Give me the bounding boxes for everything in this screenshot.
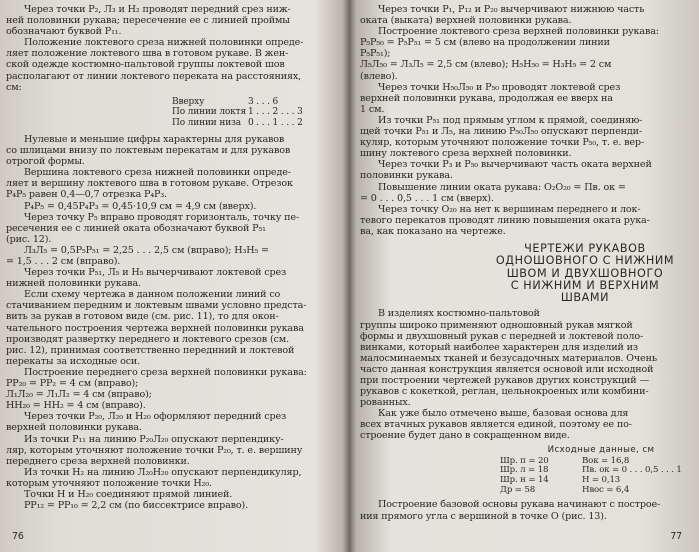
text-line: (рис. 12).: [6, 233, 52, 245]
text-line: ней половинки рукава; пересечение ее с линией проймы: [6, 15, 290, 27]
heading-line: С НИЖНИМ И ВЕРХНИМ: [510, 278, 660, 292]
data-item: H = 0,13: [582, 475, 621, 486]
text-line: оката (выката) верхней половинки рукава.: [360, 15, 572, 27]
data-item: Пв. ок = 0 . . . 0,5 . . . 1: [582, 465, 682, 476]
right-page: [360, 0, 692, 552]
text-line: Из точки P₁₁ на линию P₂₀Л₂₀ опускают перпендику-: [24, 433, 284, 445]
text-line: вить за рукав в готовом виде (см. рис. 11), то для окон-: [6, 311, 279, 323]
text-line: Л₅Л₅₀ = Л₃Л₅ = 2,5 см (влево); H₅H₅₀ = H₃H₅ = 2 см: [360, 59, 612, 71]
text-line: P₅P₅₁);: [360, 48, 391, 60]
text-line: рукавов с кокеткой, реглан, цельнокроеных или комбини-: [360, 386, 649, 398]
text-line: P₄P₅ = 0,45P₄P₃ = 0,45·10,9 см = 4,9 см (вверх).: [24, 200, 257, 212]
text-line: Через точки P₁, P₁₂ и P₂₀ вычерчивают нижнюю часть: [378, 4, 645, 15]
text-line: Через точки P₅₁, Л₅ и H₅ вычерчивают локтевой срез: [24, 267, 287, 279]
text-line: обозначают буквой P₁₁.: [6, 26, 122, 38]
text-line: ской одежде костюмно-пальтовой группы локтевой шов: [6, 59, 285, 71]
text-line: верхней половинки рукава, продолжая ее вверх на: [360, 92, 613, 104]
text-line: Положение локтевого среза нижней половинки опреде-: [24, 37, 304, 49]
text-line: отрогой формы.: [6, 156, 85, 168]
text-line: при построении чертежей рукавов других конструкций —: [360, 375, 649, 387]
text-line: куляр, которым уточняют положение точки P₅₀, т. е. вер-: [360, 137, 644, 149]
text-line: винками, который наиболее характерен для изделий из: [360, 341, 638, 353]
text-line: рис. 12), принимая соответственно переднний и локтевой: [6, 344, 295, 356]
text-line: Если схему чертежа в данном положении линий со: [24, 289, 281, 301]
heading-line: ШВОМ И ДВУХШОВНОГО: [506, 266, 664, 280]
heading-line: ЧЕРТЕЖИ РУКАВОВ: [524, 241, 646, 255]
text-line: ляр, которым уточняют положение точки P₂₀, т. е. вершину: [6, 444, 303, 456]
text-line: Через точку O₂₀ на нет к вершинам переднего и лок-: [378, 203, 641, 215]
text-line: Через точку P₅ вправо проводят горизонталь, точку пе-: [24, 211, 300, 223]
right-text-block-1: [360, 4, 692, 522]
left-page: [6, 0, 334, 552]
text-line: строение будет дано в сокращенном виде.: [360, 430, 570, 442]
text-line: Построение базовой основы рукава начинают с построе-: [378, 499, 661, 511]
text-line: чательного построения чертежа верхней половинки рукава: [6, 322, 304, 334]
text-line: (влево).: [360, 70, 398, 82]
text-line: Из точки H₂ на линию Л₂₀H₂₀ опускают перпендикуляр,: [24, 466, 302, 478]
text-line: Л₁Л₂₀ = Л₁Л₂ = 4 см (вправо);: [6, 389, 152, 401]
text-line: Построение переднего среза верхней половинки рукава:: [24, 366, 307, 378]
table-cell: Вверху: [172, 96, 205, 107]
text-line: рованных.: [360, 397, 411, 409]
text-line: HH₂₀ = HH₂ = 4 см (вправо).: [6, 400, 146, 412]
data-item: Шр. н = 14: [500, 475, 549, 486]
text-line: ния прямого угла с вершиной в точке O (рис. 13).: [360, 510, 607, 522]
text-line: = 0 . . . 0,5 . . . 1 см (вверх).: [360, 192, 494, 204]
right-paragraphs-2: [360, 308, 692, 441]
text-line: нижней половинки рукава.: [6, 278, 141, 290]
table-row: [172, 118, 334, 128]
left-text-block-1: [6, 4, 334, 511]
heading-line: ШВАМИ: [560, 291, 610, 305]
text-line: Вершина локтевого среза нижней половинки опреде-: [24, 167, 291, 179]
text-line: группы широко применяют одношовный рукав мягкой: [360, 319, 633, 331]
text-line: P₄P₅ равен 0,4—0,7 отрезка P₄P₃.: [6, 189, 167, 201]
offset-table: [172, 97, 334, 128]
initial-data-title: Исходные данные, см: [547, 444, 655, 455]
text-line: Через точки H₅₀Л₅₀ и P₅₀ проводят локтевой срез: [378, 81, 621, 93]
text-line: переднего среза верхней половинки.: [6, 455, 190, 467]
table-cell: 1 . . . 2 . . . 3: [248, 107, 303, 118]
text-line: всех втачных рукавов является единой, поэтому ее по-: [360, 419, 632, 431]
text-line: = 1,5 . . . 2 см (вправо).: [6, 256, 121, 267]
text-line: которым уточняют положение точки H₂₀.: [6, 477, 212, 489]
heading-line: ОДНОШОВНОГО С НИЖНИМ: [495, 254, 675, 268]
data-item: Вок = 16,8: [582, 455, 630, 466]
section-heading: [478, 243, 692, 304]
text-line: Как уже было отмечено выше, базовая основа для: [378, 408, 629, 420]
text-line: Через точки P₂, Л₃ и H₂ проводят передний срез ниж-: [24, 4, 291, 15]
right-paragraphs-3: [360, 499, 692, 521]
table-row: [172, 107, 334, 117]
text-line: щей точки P₅₁ и Л₅, на линию P₅₀Л₅₀ опускают перпенди-: [360, 126, 642, 138]
text-line: стачиванием передним и локтевым швами условно предста-: [6, 300, 307, 312]
data-item: Шр. п = 20: [500, 455, 549, 466]
text-line: тевого перекатов проводят линию повышения оката рука-: [360, 214, 650, 226]
text-line: Точки H и H₂₀ соединяют прямой линией.: [24, 488, 233, 500]
text-line: см:: [6, 81, 22, 93]
table-cell: По линии локтя: [172, 107, 247, 118]
page-number: 77: [670, 530, 682, 542]
data-item: Нвос = 6,4: [582, 484, 630, 495]
table-cell: По линии низа: [172, 117, 242, 128]
text-line: ляет и вершину локтевого шва в готовом рукаве. Отрезок: [6, 178, 293, 190]
left-text-block-2: [6, 134, 334, 511]
text-line: перекаты за исходные оси.: [6, 355, 141, 367]
page-number: 76: [12, 530, 24, 542]
text-line: верхней половинки рукава.: [6, 422, 142, 434]
table-cell: 0 . . . 1 . . . 2: [248, 117, 303, 128]
text-line: Из точки P₅₁ под прямым углом к прямой, соединяю-: [378, 114, 643, 126]
text-line: Нулевые и меньшие цифры характерны для рукавов: [24, 133, 285, 145]
data-item: Шр. л = 18: [500, 465, 549, 476]
text-line: Через точки P₂₀, Л₂₀ и H₂₀ оформляют передний срез: [24, 411, 287, 423]
text-line: PP₁₂ = PP₁₀ = 2,2 см (по биссектрисе вправо).: [24, 500, 249, 512]
text-line: Л₃Л₅ = 0,5P₅P₅₁ = 2,25 . . . 2,5 см (вправо); H₃H₅ =: [24, 244, 269, 256]
text-line: ресечения ее с линией оката обозначают буквой P₅₁: [6, 222, 266, 234]
text-line: формы и двухшовный рукав с передней и локтевой поло-: [360, 330, 644, 342]
text-line: Повышение линии оката рукава: O₂O₂₀ = Пв. ок =: [378, 181, 626, 193]
text-line: PP₂₀ = PP₂ = 4 см (вправо);: [6, 378, 139, 390]
text-line: ва, как показано на чертеже.: [360, 225, 506, 237]
text-line: Построение локтевого среза верхней половинки рукава:: [378, 26, 659, 38]
text-line: производят развертку переднего и локтевого срезов (см.: [6, 333, 289, 345]
text-line: со шлицами внизу по локтевым перекатам и для рукавов: [6, 145, 291, 157]
text-line: малосминаемых тканей и безусадочных материалов. Очень: [360, 352, 657, 364]
text-line: Через точки P₃ и P₅₀ вычерчивают часть оката верхней: [378, 159, 652, 171]
text-line: P₅P₅₀ = P₅P₅₁ = 5 см (влево на продолжении линии: [360, 37, 610, 49]
initial-data: [500, 457, 692, 496]
text-line: половинки рукава.: [360, 170, 453, 182]
text-line: В изделиях костюмно-пальтовой: [378, 308, 540, 320]
table-row: [172, 97, 334, 107]
initial-data-left: [500, 457, 582, 496]
text-line: ляет положение локтевого шва в готовом рукаве. В жен-: [6, 48, 289, 60]
initial-data-right: [582, 457, 682, 496]
right-paragraphs-1: [360, 4, 692, 237]
text-line: 1 см.: [360, 103, 385, 115]
text-line: шину локтевого среза верхней половинки.: [360, 148, 572, 160]
text-line: располагают от линии локтевого переката на расстояниях,: [6, 70, 302, 82]
data-item: Др = 58: [500, 484, 536, 495]
table-cell: 3 . . . 6: [248, 96, 279, 107]
text-line: часто данная конструкция является основой или исходной: [360, 363, 654, 375]
